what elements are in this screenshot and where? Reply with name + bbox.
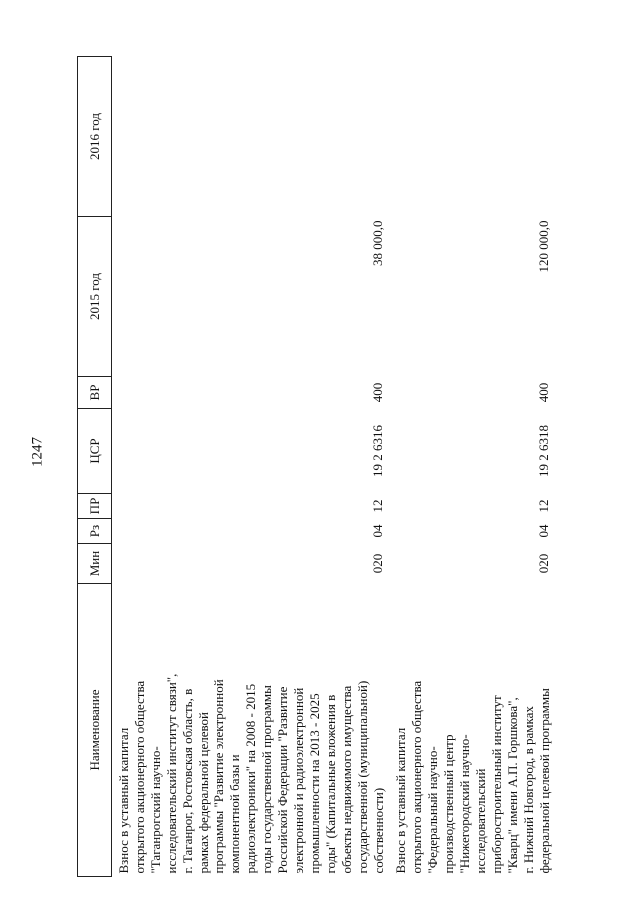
name-line: "Кварц" имени А.П. Горшкова", (504, 697, 520, 874)
cell-2016 (112, 57, 390, 217)
cell-min: 020 (536, 553, 552, 574)
name-line: государственной (муниципальной) (354, 680, 370, 874)
name-line: объекты недвижимого имущества (338, 685, 354, 874)
cell-csr: 19 2 6318 (536, 425, 552, 477)
name-line: Взнос в уставный капитал (116, 727, 131, 874)
name-line: федеральной целевой программы (536, 688, 552, 874)
name-line: радиоэлектроники" на 2008 - 2015 (243, 683, 259, 874)
name-line: рамках федеральной целевой (195, 712, 211, 874)
cell-2015: 38 000,0 (370, 220, 386, 266)
name-line: приборостроительный институт (488, 695, 504, 874)
table-row (389, 57, 555, 877)
name-line: годы государственной программы (259, 685, 275, 874)
name-line: собственности) (370, 787, 386, 874)
cell-vr: 400 (370, 382, 386, 403)
header-name: Наименование (78, 584, 112, 877)
name-line: промышленности на 2013 - 2025 (306, 693, 322, 874)
name-line: открытого акционерного общества (131, 680, 147, 874)
cell-csr: 19 2 6316 (370, 425, 386, 477)
header-2015: 2015 год (78, 217, 112, 377)
cell-2016 (389, 57, 555, 217)
header-vr: ВР (78, 377, 112, 409)
cell-pr: 12 (536, 499, 552, 513)
header-min: Мин (78, 544, 112, 584)
cell-rz: 04 (370, 524, 386, 538)
row-name-cell (389, 584, 555, 877)
name-line: исследовательский (472, 768, 488, 874)
rotated-page-content (77, 32, 637, 877)
cell-2015: 120 000,0 (536, 220, 552, 273)
page-number: 1247 (29, 437, 46, 467)
cell-min: 020 (370, 553, 386, 574)
name-line: программы "Развитие электронной (211, 679, 227, 874)
name-line: "Федеральный научно- (425, 746, 441, 874)
name-line: исследовательский институт связи", (163, 673, 179, 874)
name-line: г. Нижний Новгород, в рамках (520, 706, 536, 874)
name-line: открытого акционерного общества (409, 680, 425, 874)
name-line: г. Таганрог, Ростовская область, в (179, 688, 195, 874)
row-name-cell (112, 584, 390, 877)
header-csr: ЦСР (78, 409, 112, 494)
table-header-row (78, 57, 112, 877)
header-pr: ПР (78, 494, 112, 519)
name-line: компонентной базы и (227, 754, 243, 874)
cell-pr: 12 (370, 499, 386, 513)
name-line: производственный центр (441, 734, 457, 874)
name-line: электронной и радиоэлектронной (290, 687, 306, 874)
header-2016: 2016 год (78, 57, 112, 217)
name-line: годы" (Капитальные вложения в (322, 694, 338, 874)
table-row (112, 57, 390, 877)
cell-rz: 04 (536, 524, 552, 538)
name-line: Взнос в уставный капитал (393, 727, 409, 874)
name-line: "Таганрогский научно- (147, 746, 163, 874)
budget-table (77, 56, 555, 877)
name-line: Российской Федерации "Развитие (275, 686, 291, 874)
cell-vr: 400 (536, 382, 552, 403)
name-line: "Нижегородский научно- (457, 734, 473, 874)
header-rz: Рз (78, 519, 112, 544)
